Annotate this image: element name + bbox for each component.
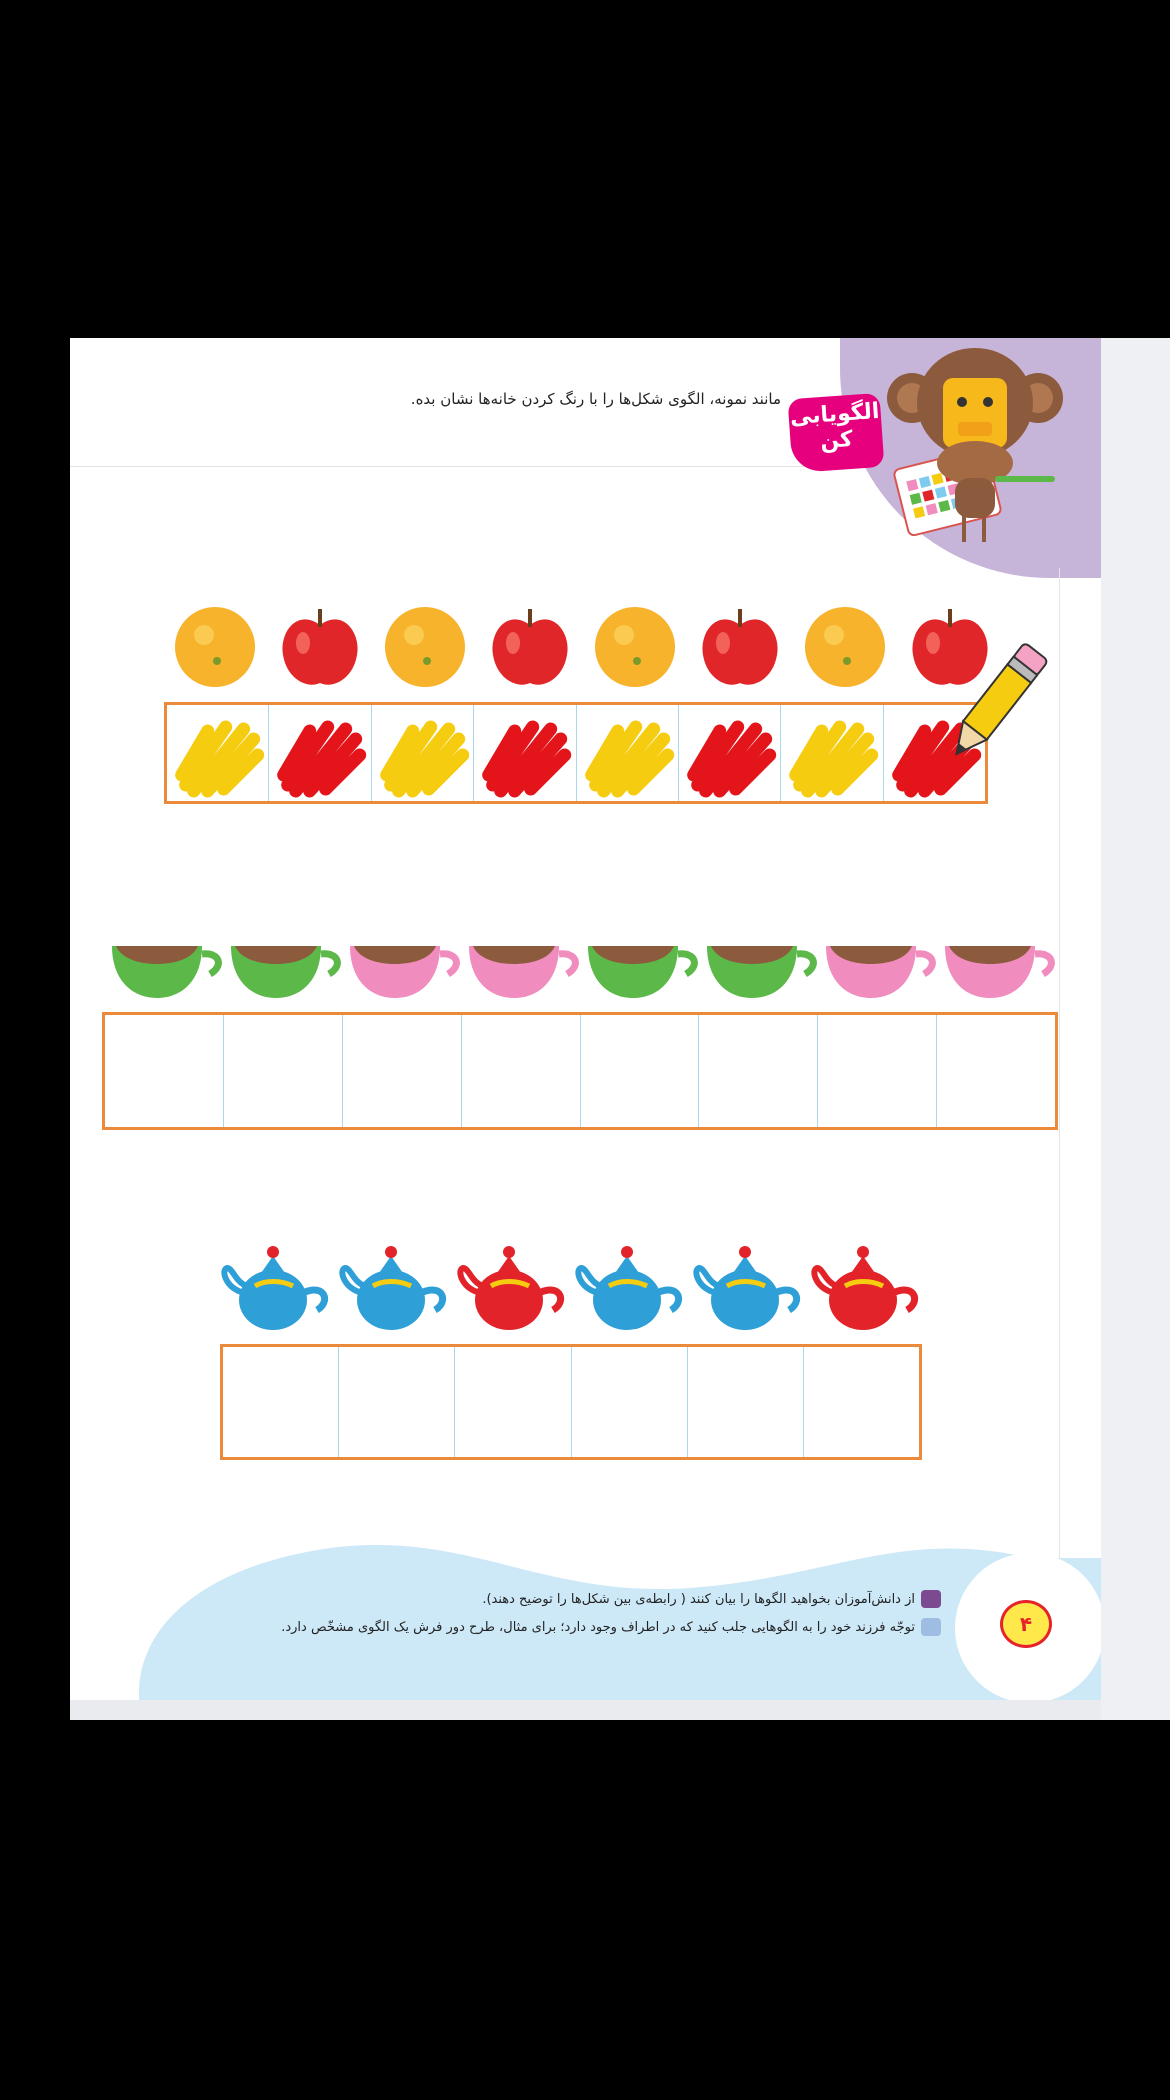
parent-note-text: توجّه فرزند خود را به الگوهایی جلب کنید که در اطراف وجود دارد؛ برای مثال، طرح دور فرش یک الگوی مشخّص دارد. [281, 1619, 915, 1635]
answer-box[interactable] [343, 1015, 462, 1127]
answer-box[interactable] [699, 1015, 818, 1127]
pattern-item [218, 1240, 336, 1336]
teacher-note [482, 1590, 941, 1608]
scribble-fill [269, 705, 370, 801]
workbook-page [70, 338, 1101, 1700]
answer-box[interactable] [223, 1347, 339, 1457]
pattern-item [454, 1240, 572, 1336]
answer-box[interactable] [937, 1015, 1055, 1127]
answer-box[interactable] [577, 705, 679, 801]
apple-icon [277, 603, 363, 689]
answer-box[interactable] [781, 705, 883, 801]
page-bottom-edge [70, 1700, 1101, 1720]
cup-icon [586, 944, 702, 1000]
cup-pattern-row [108, 942, 1060, 1002]
scribble-fill [679, 705, 780, 801]
teapot-icon [339, 1240, 451, 1336]
answer-box[interactable] [455, 1347, 571, 1457]
answer-box[interactable] [474, 705, 576, 801]
classroom-icon [921, 1590, 941, 1608]
teapot-answer-boxes [220, 1344, 922, 1460]
scribble-fill [781, 705, 882, 801]
pattern-item [808, 1240, 926, 1336]
orange-icon [172, 603, 258, 689]
pattern-item [336, 1240, 454, 1336]
page-number: ۴ [1000, 1600, 1052, 1648]
exercise-instruction: مانند نمونه، الگوی شکل‌ها را با رنگ کردن خانه‌ها نشان بده. [410, 390, 781, 408]
pattern-item [227, 942, 346, 1002]
answer-box[interactable] [462, 1015, 581, 1127]
answer-box[interactable] [105, 1015, 224, 1127]
parent-note [281, 1618, 941, 1636]
fruit-pattern-row [162, 600, 1002, 692]
pattern-item [108, 942, 227, 1002]
cup-icon [467, 944, 583, 1000]
answer-box[interactable] [804, 1347, 919, 1457]
pattern-item [792, 600, 897, 692]
cup-icon [348, 944, 464, 1000]
monkey-mascot-icon [860, 338, 1090, 558]
side-margin [1101, 338, 1170, 1720]
cup-answer-boxes [102, 1012, 1058, 1130]
answer-box[interactable] [572, 1347, 688, 1457]
apple-icon [487, 603, 573, 689]
answer-box[interactable] [339, 1347, 455, 1457]
teapot-icon [811, 1240, 923, 1336]
scribble-fill [372, 705, 473, 801]
teapot-icon [221, 1240, 333, 1336]
teapot-icon [575, 1240, 687, 1336]
pencil-icon [940, 638, 1050, 778]
pattern-item [162, 600, 267, 692]
scribble-fill [577, 705, 678, 801]
cup-icon [229, 944, 345, 1000]
pattern-item [941, 942, 1060, 1002]
fruit-answer-boxes [164, 702, 988, 804]
answer-box[interactable] [688, 1347, 804, 1457]
pattern-item [346, 942, 465, 1002]
answer-box[interactable] [581, 1015, 700, 1127]
cup-icon [110, 944, 226, 1000]
header-divider [70, 466, 850, 467]
pattern-item [822, 942, 941, 1002]
footer-background [70, 1518, 1101, 1700]
orange-icon [592, 603, 678, 689]
pattern-item [572, 1240, 690, 1336]
pattern-item [477, 600, 582, 692]
scribble-fill [167, 705, 268, 801]
pattern-item [267, 600, 372, 692]
pattern-item [584, 942, 703, 1002]
orange-icon [382, 603, 468, 689]
home-icon [921, 1618, 941, 1636]
answer-box[interactable] [372, 705, 474, 801]
cup-icon [824, 944, 940, 1000]
pattern-item [690, 1240, 808, 1336]
pattern-item [687, 600, 792, 692]
teacher-note-text: از دانش‌آموزان بخواهید الگوها را بیان کنند ( رابطه‌ی بین شکل‌ها را توضیح دهند). [482, 1591, 915, 1607]
pattern-item [372, 600, 477, 692]
answer-box[interactable] [679, 705, 781, 801]
answer-box[interactable] [818, 1015, 937, 1127]
cup-icon [705, 944, 821, 1000]
teapot-icon [457, 1240, 569, 1336]
pattern-item [465, 942, 584, 1002]
answer-box[interactable] [167, 705, 269, 801]
pattern-item [703, 942, 822, 1002]
teapot-pattern-row [218, 1240, 926, 1336]
teapot-icon [693, 1240, 805, 1336]
apple-icon [697, 603, 783, 689]
answer-box[interactable] [269, 705, 371, 801]
scribble-fill [474, 705, 575, 801]
pattern-item [582, 600, 687, 692]
section-badge: الگویابی کن [788, 393, 885, 473]
page-margin-line [1059, 568, 1060, 1668]
cup-icon [943, 944, 1059, 1000]
answer-box[interactable] [224, 1015, 343, 1127]
orange-icon [802, 603, 888, 689]
